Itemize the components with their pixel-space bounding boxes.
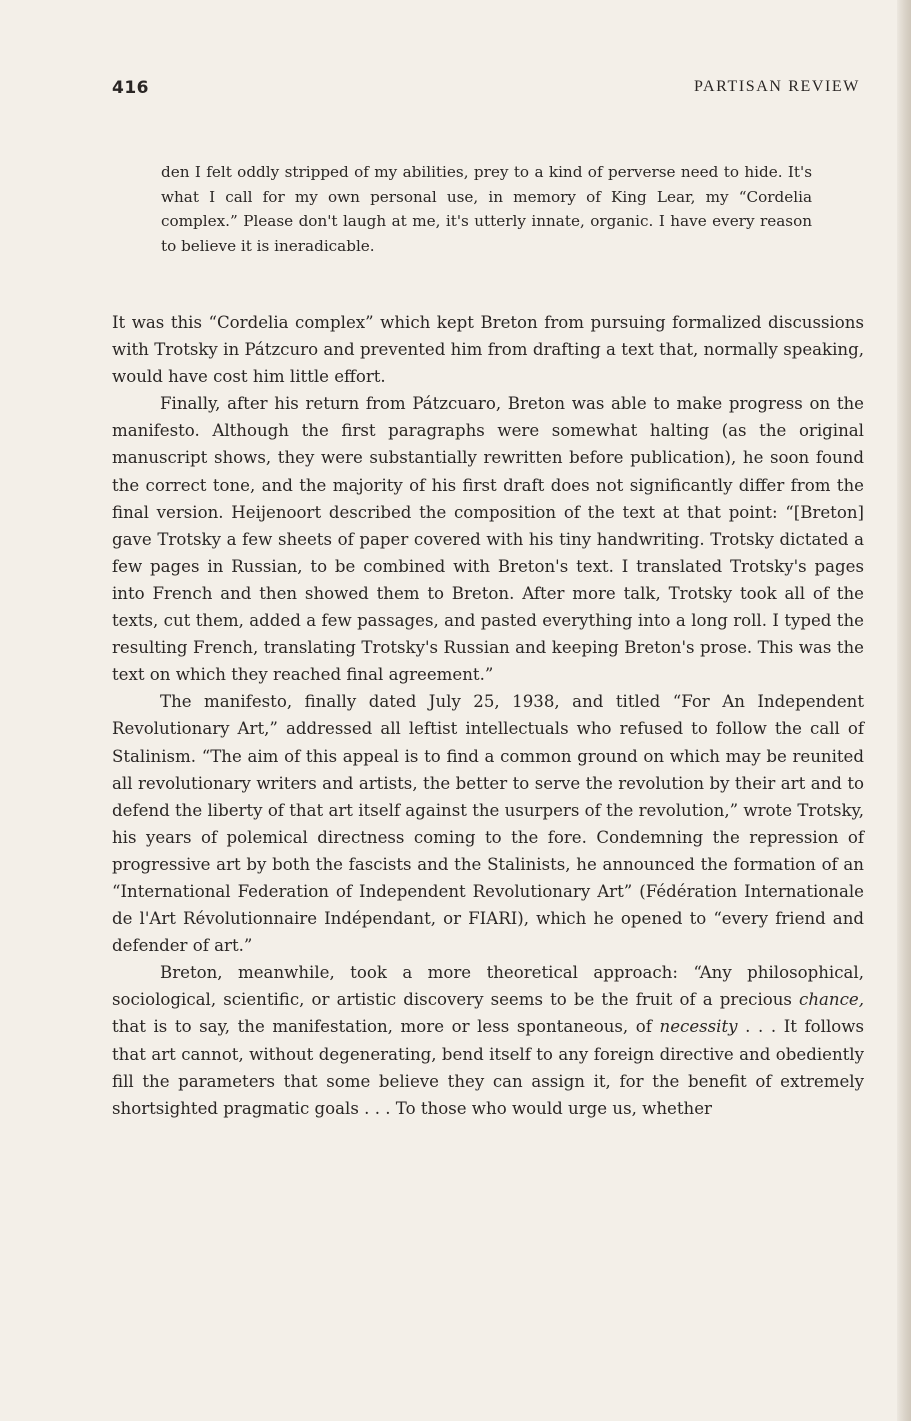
block-quote-text: den I felt oddly stripped of my abilities, prey to a kind of perverse need to hide. It's what I call for my own personal use, in memory of King Lear, my “Cordelia complex.” Please don't laugh at me, it's utterly innate, organic. I have every reason to believe it is ineradicable.: [161, 163, 812, 255]
italic-necessity: necessity: [659, 1017, 738, 1037]
italic-chance: chance,: [799, 990, 864, 1010]
paragraph-4-part-1: Breton, meanwhile, took a more theoretical approach: “Any philosophical, sociological, scientific, or artistic discovery seems to be the fruit of a precious: [112, 963, 864, 1010]
page-edge-shadow: [897, 0, 911, 1421]
page-header: [112, 78, 860, 102]
block-quote: [161, 160, 812, 258]
paragraph-4-part-2: that is to say, the manifestation, more or less spontaneous, of: [112, 1017, 660, 1037]
running-head: PARTISAN REVIEW: [693, 78, 860, 95]
paragraph-1: It was this “Cordelia complex” which kept Breton from pursuing formalized discussions with Trotsky in Pátzcuro and prevented him from drafting a text that, normally speaking, would have cost him little effort.: [112, 313, 864, 387]
body-text: [112, 309, 864, 1122]
paragraph-4-part-3: . . . It follows that art cannot, without degenerating, bend itself to any foreign directive and obediently fill the parameters that some believe they can assign it, for the benefit of extremely shortsighted pragmatic goals . . . To those who would urge us, whether: [112, 1017, 864, 1118]
paragraph-3: The manifesto, finally dated July 25, 1938, and titled “For An Independent Revolutionary Art,” addressed all leftist intellectuals who refused to follow the call of Stalinism. “The aim of this appeal is to find a common ground on which may be reunited all revolutionary writers and artists, the better to serve the revolution by their art and to defend the liberty of that art itself against the usurpers of the revolution,” wrote Trotsky, his years of polemical directness coming to the fore. Condemning the repression of progressive art by both the fascists and the Stalinists, he announced the formation of an “International Federation of Independent Revolutionary Art” (Fédération Internationale de l'Art Révolutionnaire Indépendant, or FIARI), which he opened to “every friend and defender of art.”: [112, 692, 864, 956]
page-number: 416: [112, 78, 149, 98]
paragraph-2: Finally, after his return from Pátzcuaro, Breton was able to make progress on the manifesto. Although the first paragraphs were somewhat halting (as the original manuscript shows, they were substantially rewritten before publication), he soon found the correct tone, and the majority of his first draft does not significantly differ from the final version. Heijenoort described the composition of the text at that point: “[Breton] gave Trotsky a few sheets of paper covered with his tiny handwriting. Trotsky dictated a few pages in Russian, to be combined with Breton's text. I translated Trotsky's pages into French and then showed them to Breton. After more talk, Trotsky took all of the texts, cut them, added a few passages, and pasted everything into a long roll. I typed the resulting French, translating Trotsky's Russian and keeping Breton's prose. This was the text on which they reached final agreement.”: [112, 394, 864, 685]
paragraph-4: [112, 959, 864, 1122]
